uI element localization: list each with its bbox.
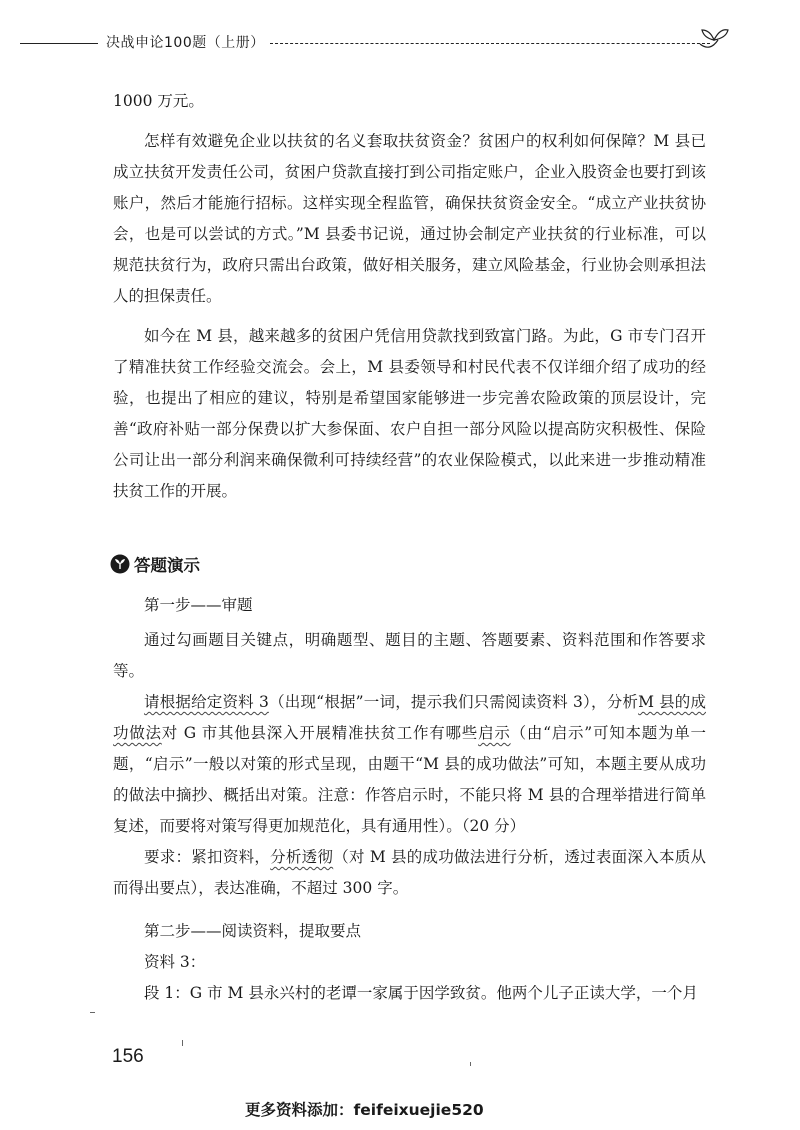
requirements-keyword: 分析透彻	[270, 848, 334, 866]
step1-title: 第一步——审题	[144, 596, 253, 614]
question-note: 对 G 市其他县深入开展精准扶贫工作有哪些	[161, 724, 479, 742]
paragraph: 怎样有效避免企业以扶贫的名义套取扶贫资金？贫困户的权利如何保障？M 县已成立扶贫开发责任公司，贫困户贷款直接打到公司指定账户，企业入股资金也要打到该账户，然后才能施行招标。这样实现全程监管，确保扶贫资金安全。“成立产业扶贫协会，也是可以尝试的方式。”M 县委书记说，通过协会制定产业扶贫的行业标准，可以规范扶贫行为，政府只需出台政策，做好相关服务，建立风险基金，行业协会则承担法人的担保责任。	[113, 132, 706, 305]
question-keyword: M 县的成功做法	[113, 693, 706, 742]
scan-speck	[90, 1012, 95, 1013]
header-rule-left	[20, 43, 98, 44]
question-note: （由“启示”可知本题为单一题，“启示”一般以对策的形式呈现，由题干“M 县的成功做法”可知，本题主要从成功的做法中摘抄、概括出对策。注意：作答启示时，不能只将 M 县的合理举措进行简单复述，而要将对策写得更加规范化，具有通用性）。（20 分）	[113, 724, 706, 835]
requirements-note: （对 M 县的成功做法进行分析，透过表面深入本质从而得出要点），表达准确，不超过 300 字。	[113, 848, 706, 897]
leaf-badge-icon	[110, 554, 130, 574]
step2-title: 第二步——阅读资料，提取要点	[144, 922, 362, 940]
paragraph-continued: 1000 万元。	[113, 92, 204, 110]
question-keyword: 请根据给定资料 3	[144, 693, 269, 711]
step1-intro: 通过勾画题目关键点，明确题型、题目的主题、答题要素、资料范围和作答要求等。	[113, 631, 706, 680]
requirements-label: 要求：紧扣资料，	[144, 848, 271, 866]
question-note: （出现“根据”一词，提示我们只需阅读资料 3），分析	[268, 693, 639, 711]
page-number: 156	[112, 1046, 144, 1067]
page-body	[113, 86, 706, 507]
paragraph: 如今在 M 县，越来越多的贫困户凭信用贷款找到致富门路。为此，G 市专门召开了精准扶贫工作经验交流会。会上，M 县委领导和村民代表不仅详细介绍了成功的经验，也提出了相应的建议，特别是希望国家能够进一步完善农险政策的顶层设计，完善“政府补贴一部分保费以扩大参保面、农户自担一部分风险以提高防灾积极性、保险公司让出一部分利润来确保微利可持续经营”的农业保险模式，以此来进一步推动精准扶贫工作的开展。	[113, 327, 706, 500]
sprout-icon	[696, 24, 732, 56]
book-title: 决战申论100题（上册）	[106, 35, 265, 51]
scan-speck	[182, 1040, 183, 1046]
header-rule-right	[270, 43, 710, 44]
requirements-text	[113, 842, 706, 904]
question-keyword: 启示	[478, 724, 511, 742]
footer-note: 更多资料添加：feifeixuejie520	[245, 1101, 484, 1119]
section-title: 答题演示	[134, 556, 200, 575]
material-paragraph: 段 1：G 市 M 县永兴村的老谭一家属于因学致贫。他两个儿子正读大学，一个月	[144, 984, 698, 1002]
section-heading	[110, 552, 200, 576]
answer-demo-body	[113, 590, 706, 1009]
scan-speck	[470, 1062, 471, 1066]
running-header	[20, 30, 720, 60]
material-label: 资料 3：	[144, 953, 206, 971]
question-text	[113, 687, 706, 842]
